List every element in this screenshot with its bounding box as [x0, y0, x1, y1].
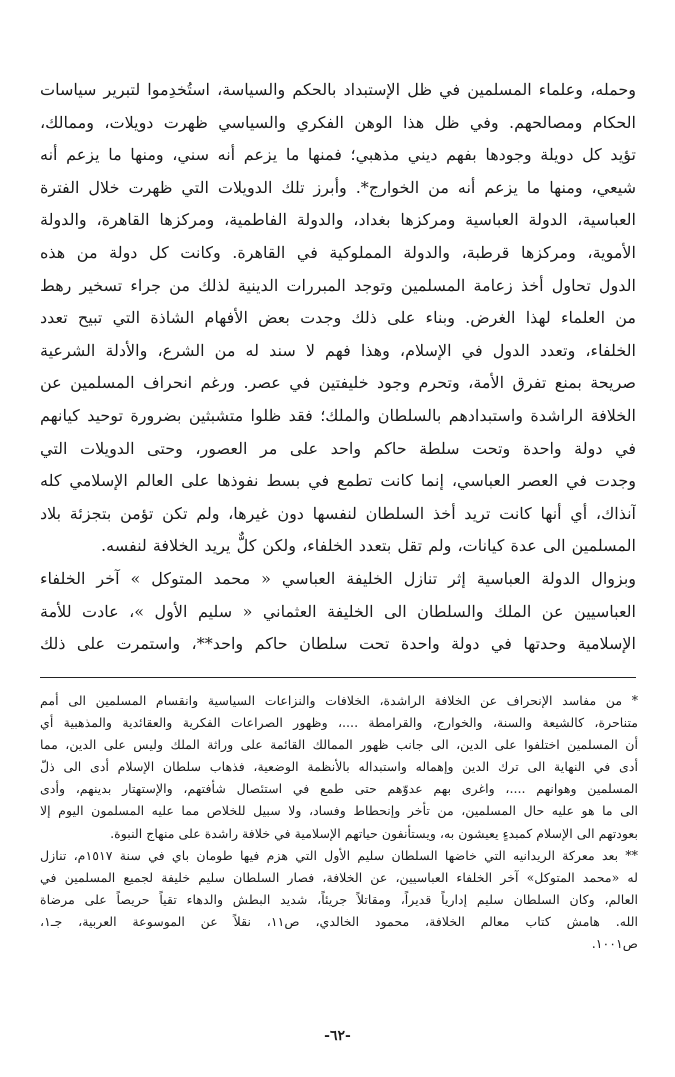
footnote-line: العالم، وكان السلطان سليم إدارياً قديراً، ومقاتلاً جريئاً، شديد البطش والدهاء تقياً حريصاً على مرضاة: [40, 891, 638, 907]
text-line: شيعي، ومنها ما يزعم أنه من الخوارج*. وأبرز تلك الدويلات التي ظهرت خلال الفترة: [40, 177, 636, 197]
text-line: آنذاك، أي أنها كانت تريد أخذ السلطان لنفسها دون غيرها، ولم تكن تؤمن بتجزئة بلاد: [40, 503, 636, 523]
footnote-line: أدى في النهاية الى ترك الدين وإهماله واستبداله بالأنظمة الوضعية، فذهاب سلطان الإسلام أدى الى ذلّ: [40, 759, 638, 775]
text-line: تؤيد كل دويلة وجودها بفهم ديني مذهبي؛ فمنها ما يزعم أنه سني، ومنها ما يزعم أنه: [40, 145, 636, 165]
text-line: العباسيين عن الملك والسلطان الى الخليفة العثماني « سليم الأول »، عادت للأمة: [40, 601, 636, 621]
footnote-line: متناحرة، كالشيعة والسنة، والخوارج، والقرامطة ....، وظهور الصراعات الفكرية والعقائدية والمذهبية أي: [40, 715, 638, 731]
text-line: الأموية، ومركزها قرطبة، والدولة المملوكية في القاهرة. وكانت كل دولة من هذه: [40, 242, 636, 262]
footnote-line: * من مفاسد الإنحراف عن الخلافة الراشدة، الخلافات والنزاعات السياسية وانقسام المسلمين الى أمم: [40, 693, 638, 708]
footnote-line: أن المسلمين اختلفوا على الدين، الى جانب ظهور الممالك القائمة على وراثة الملك وليس على الدين، مما: [40, 737, 638, 753]
footnote-line: المسلمين وهوانهم ....، واغرى بهم عدوّهم حتى طمع في استئصال شأفتهم، والإستهتار بدينهم، وأدى: [40, 781, 638, 797]
footnote-line: الله. هامش كتاب معالم الخلافة، محمود الخالدي، ص١١، نقلاً عن الموسوعة العربية، جـ١،: [40, 913, 638, 929]
footnote-line: له «محمد المتوكل» آخر الخلفاء العباسيين، عن الخلافة، فصار السلطان سليم خليفة لجميع المسلمين في: [40, 869, 638, 885]
footnote-line: ** بعد معركة الريدانيه التي خاضها السلطان سليم الأول التي هزم فيها طومان باي في سنة ١٥١٧م، تنازل: [40, 847, 638, 863]
text-line: وجدت في العصر العباسي، إنما كانت تطمع في بسط نفوذها على العالم الإسلامي كله: [40, 471, 636, 491]
page-number: -٦٢-: [324, 1028, 351, 1044]
text-line: المسلمين الى عدة كيانات، ولم تقل بتعدد الخلفاء، ولكن كلٌّ يريد الخلافة لنفسه.: [101, 536, 636, 556]
text-line: صريحة بمنع تفرق الأمة، وتحرم وجود خليفتين في عصر. ورغم انحراف المسلمين عن: [40, 373, 636, 393]
text-line: الخلافة الراشدة واستبدادهم بالسلطان والملك؛ فقد ظلوا متشبثين بضرورة توحيد كيانهم: [40, 405, 636, 425]
text-line: الخلفاء، وتعدد الدول في الإسلام، وهذا فهم لا سند له من الشرع، والأدلة الشرعية: [40, 340, 636, 360]
footnote-line: الى ما هو عليه حال المسلمين، من تأخر وإنحطاط وفساد، ولا سبيل للخلاص مما عليه المسلمون اليوم إلا: [40, 803, 638, 819]
footnote-line: ص١٠٠١.: [591, 936, 638, 952]
text-line: العباسية، الدولة العباسية ومركزها بغداد، والدولة الفاطمية، ومركزها القاهرة، والدولة: [40, 210, 636, 230]
text-line: وبزوال الدولة العباسية إثر تنازل الخليفة العباسي « محمد المتوكل » آخر الخلفاء: [40, 568, 636, 588]
main-text-block: [40, 74, 636, 661]
text-line: من العلماء لهذا الغرض. وبناء على ذلك وجدت بعض الأفهام الشاذة التي تبيح تعدد: [40, 308, 636, 328]
footnote-separator: [40, 677, 636, 678]
text-line: وحمله، وعلماء المسلمين في ظل الإستبداد بالحكم والسياسة، استُخدِموا لتبرير سياسات: [40, 80, 636, 99]
text-line: في دولة واحدة وتحت سلطة حاكم واحد على مر العصور، وحتى الدويلات التي: [40, 438, 636, 458]
text-line: الدول تحاول أخذ زعامة المسلمين وتوجد المبررات الدينية لذلك من جراء تسخير رهط: [40, 275, 636, 295]
footnote-line: بعودتهم الى الإسلام كمبدءٍ يعيشون به، ويستأنفون حياتهم الإسلامية في خلافة راشدة على منهاج النبوة.: [110, 825, 638, 841]
footnotes-block: [40, 690, 638, 955]
text-line: الحكام ومصالحهم. وفي ظل هذا الوهن الفكري والسياسي ظهرت دويلات، وممالك،: [40, 112, 636, 132]
text-line: الإسلامية وحدتها في دولة واحدة تحت سلطان حاكم واحد**، واستمرت على ذلك: [40, 634, 636, 654]
